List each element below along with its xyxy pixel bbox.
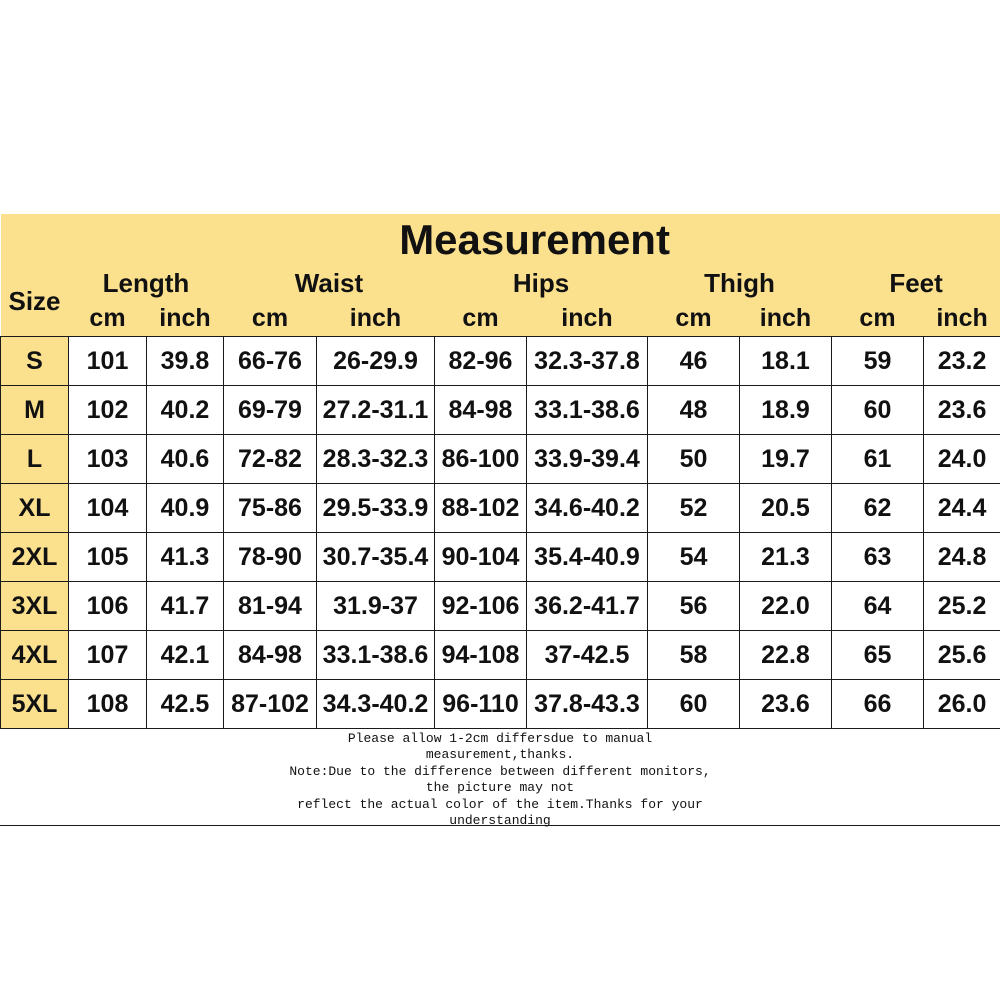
table-row: [1, 631, 1000, 680]
size-cell: XL: [1, 484, 69, 533]
size-chart: [0, 214, 1000, 829]
table-cell: 31.9-37: [317, 582, 435, 631]
table-cell: 18.9: [740, 386, 832, 435]
table-cell: 42.5: [147, 680, 224, 729]
table-cell: 60: [832, 386, 924, 435]
table-cell: 96-110: [435, 680, 527, 729]
table-row: [1, 337, 1000, 386]
table-cell: 24.4: [924, 484, 1000, 533]
table-cell: 26.0: [924, 680, 1000, 729]
unit-header: cm: [832, 301, 924, 337]
table-cell: 104: [69, 484, 147, 533]
table-cell: 106: [69, 582, 147, 631]
table-cell: 26-29.9: [317, 337, 435, 386]
table-cell: 29.5-33.9: [317, 484, 435, 533]
table-cell: 63: [832, 533, 924, 582]
table-cell: 108: [69, 680, 147, 729]
table-cell: 48: [648, 386, 740, 435]
group-header-waist: Waist: [224, 266, 435, 301]
table-cell: 23.6: [924, 386, 1000, 435]
table-cell: 25.6: [924, 631, 1000, 680]
title-row: [1, 214, 1000, 266]
table-cell: 35.4-40.9: [527, 533, 648, 582]
table-cell: 21.3: [740, 533, 832, 582]
unit-header: inch: [527, 301, 648, 337]
table-cell: 66: [832, 680, 924, 729]
table-cell: 24.0: [924, 435, 1000, 484]
table-cell: 18.1: [740, 337, 832, 386]
note-line: Note:Due to the difference between different monitors,: [289, 763, 711, 779]
table-cell: 84-98: [224, 631, 317, 680]
table-cell: 37.8-43.3: [527, 680, 648, 729]
table-cell: 65: [832, 631, 924, 680]
table-cell: 22.8: [740, 631, 832, 680]
unit-header: inch: [147, 301, 224, 337]
table-cell: 94-108: [435, 631, 527, 680]
note-line: Please allow 1-2cm differsdue to manual: [347, 731, 653, 746]
unit-header-row: [1, 301, 1000, 337]
table-cell: 23.6: [740, 680, 832, 729]
table-cell: 56: [648, 582, 740, 631]
table-cell: 59: [832, 337, 924, 386]
table-cell: 52: [648, 484, 740, 533]
table-cell: 23.2: [924, 337, 1000, 386]
group-header-row: [1, 266, 1000, 301]
unit-header: cm: [69, 301, 147, 337]
table-cell: 41.3: [147, 533, 224, 582]
unit-header: cm: [224, 301, 317, 337]
table-cell: 62: [832, 484, 924, 533]
table-cell: 101: [69, 337, 147, 386]
table-cell: 81-94: [224, 582, 317, 631]
size-column-header: Size: [1, 266, 69, 337]
table-row: [1, 582, 1000, 631]
table-cell: 33.1-38.6: [317, 631, 435, 680]
table-cell: 78-90: [224, 533, 317, 582]
table-cell: 33.1-38.6: [527, 386, 648, 435]
unit-header: inch: [924, 301, 1000, 337]
table-cell: 82-96: [435, 337, 527, 386]
table-cell: 37-42.5: [527, 631, 648, 680]
size-table: [0, 214, 1000, 729]
table-cell: 19.7: [740, 435, 832, 484]
unit-header: cm: [648, 301, 740, 337]
note-line: understanding: [449, 813, 551, 829]
table-row: [1, 435, 1000, 484]
table-cell: 84-98: [435, 386, 527, 435]
size-cell: L: [1, 435, 69, 484]
unit-header: inch: [740, 301, 832, 337]
table-cell: 25.2: [924, 582, 1000, 631]
table-cell: 66-76: [224, 337, 317, 386]
table-cell: 61: [832, 435, 924, 484]
table-cell: 27.2-31.1: [317, 386, 435, 435]
note-line: reflect the actual color of the item.Thanks for your: [297, 796, 703, 812]
table-cell: 34.6-40.2: [527, 484, 648, 533]
table-row: [1, 386, 1000, 435]
size-cell: S: [1, 337, 69, 386]
size-cell: 3XL: [1, 582, 69, 631]
size-cell: M: [1, 386, 69, 435]
table-cell: 36.2-41.7: [527, 582, 648, 631]
unit-header: inch: [317, 301, 435, 337]
table-cell: 75-86: [224, 484, 317, 533]
table-cell: 40.9: [147, 484, 224, 533]
table-cell: 102: [69, 386, 147, 435]
table-cell: 40.2: [147, 386, 224, 435]
table-cell: 87-102: [224, 680, 317, 729]
table-cell: 46: [648, 337, 740, 386]
note-line: the picture may not: [425, 780, 575, 796]
group-header-thigh: Thigh: [648, 266, 832, 301]
unit-header: cm: [435, 301, 527, 337]
table-cell: 90-104: [435, 533, 527, 582]
table-cell: 28.3-32.3: [317, 435, 435, 484]
table-cell: 64: [832, 582, 924, 631]
table-cell: 54: [648, 533, 740, 582]
group-header-length: Length: [69, 266, 224, 301]
table-cell: 42.1: [147, 631, 224, 680]
table-cell: 86-100: [435, 435, 527, 484]
table-cell: 39.8: [147, 337, 224, 386]
table-cell: 33.9-39.4: [527, 435, 648, 484]
table-cell: 60: [648, 680, 740, 729]
table-cell: 22.0: [740, 582, 832, 631]
table-cell: 24.8: [924, 533, 1000, 582]
table-row: [1, 484, 1000, 533]
table-cell: 58: [648, 631, 740, 680]
size-cell: 5XL: [1, 680, 69, 729]
table-cell: 105: [69, 533, 147, 582]
table-cell: 72-82: [224, 435, 317, 484]
group-header-hips: Hips: [435, 266, 648, 301]
table-cell: 34.3-40.2: [317, 680, 435, 729]
table-cell: 50: [648, 435, 740, 484]
table-cell: 41.7: [147, 582, 224, 631]
table-cell: 88-102: [435, 484, 527, 533]
size-cell: 2XL: [1, 533, 69, 582]
table-cell: 92-106: [435, 582, 527, 631]
table-cell: 20.5: [740, 484, 832, 533]
note-line: measurement,thanks.: [425, 747, 575, 763]
table-cell: 30.7-35.4: [317, 533, 435, 582]
size-cell: 4XL: [1, 631, 69, 680]
table-cell: 40.6: [147, 435, 224, 484]
group-header-feet: Feet: [832, 266, 1000, 301]
disclaimer-note: [0, 729, 1000, 829]
table-cell: 32.3-37.8: [527, 337, 648, 386]
table-cell: 103: [69, 435, 147, 484]
table-row: [1, 533, 1000, 582]
table-row: [1, 680, 1000, 729]
chart-title: Measurement: [69, 214, 1000, 266]
table-cell: 69-79: [224, 386, 317, 435]
table-cell: 107: [69, 631, 147, 680]
